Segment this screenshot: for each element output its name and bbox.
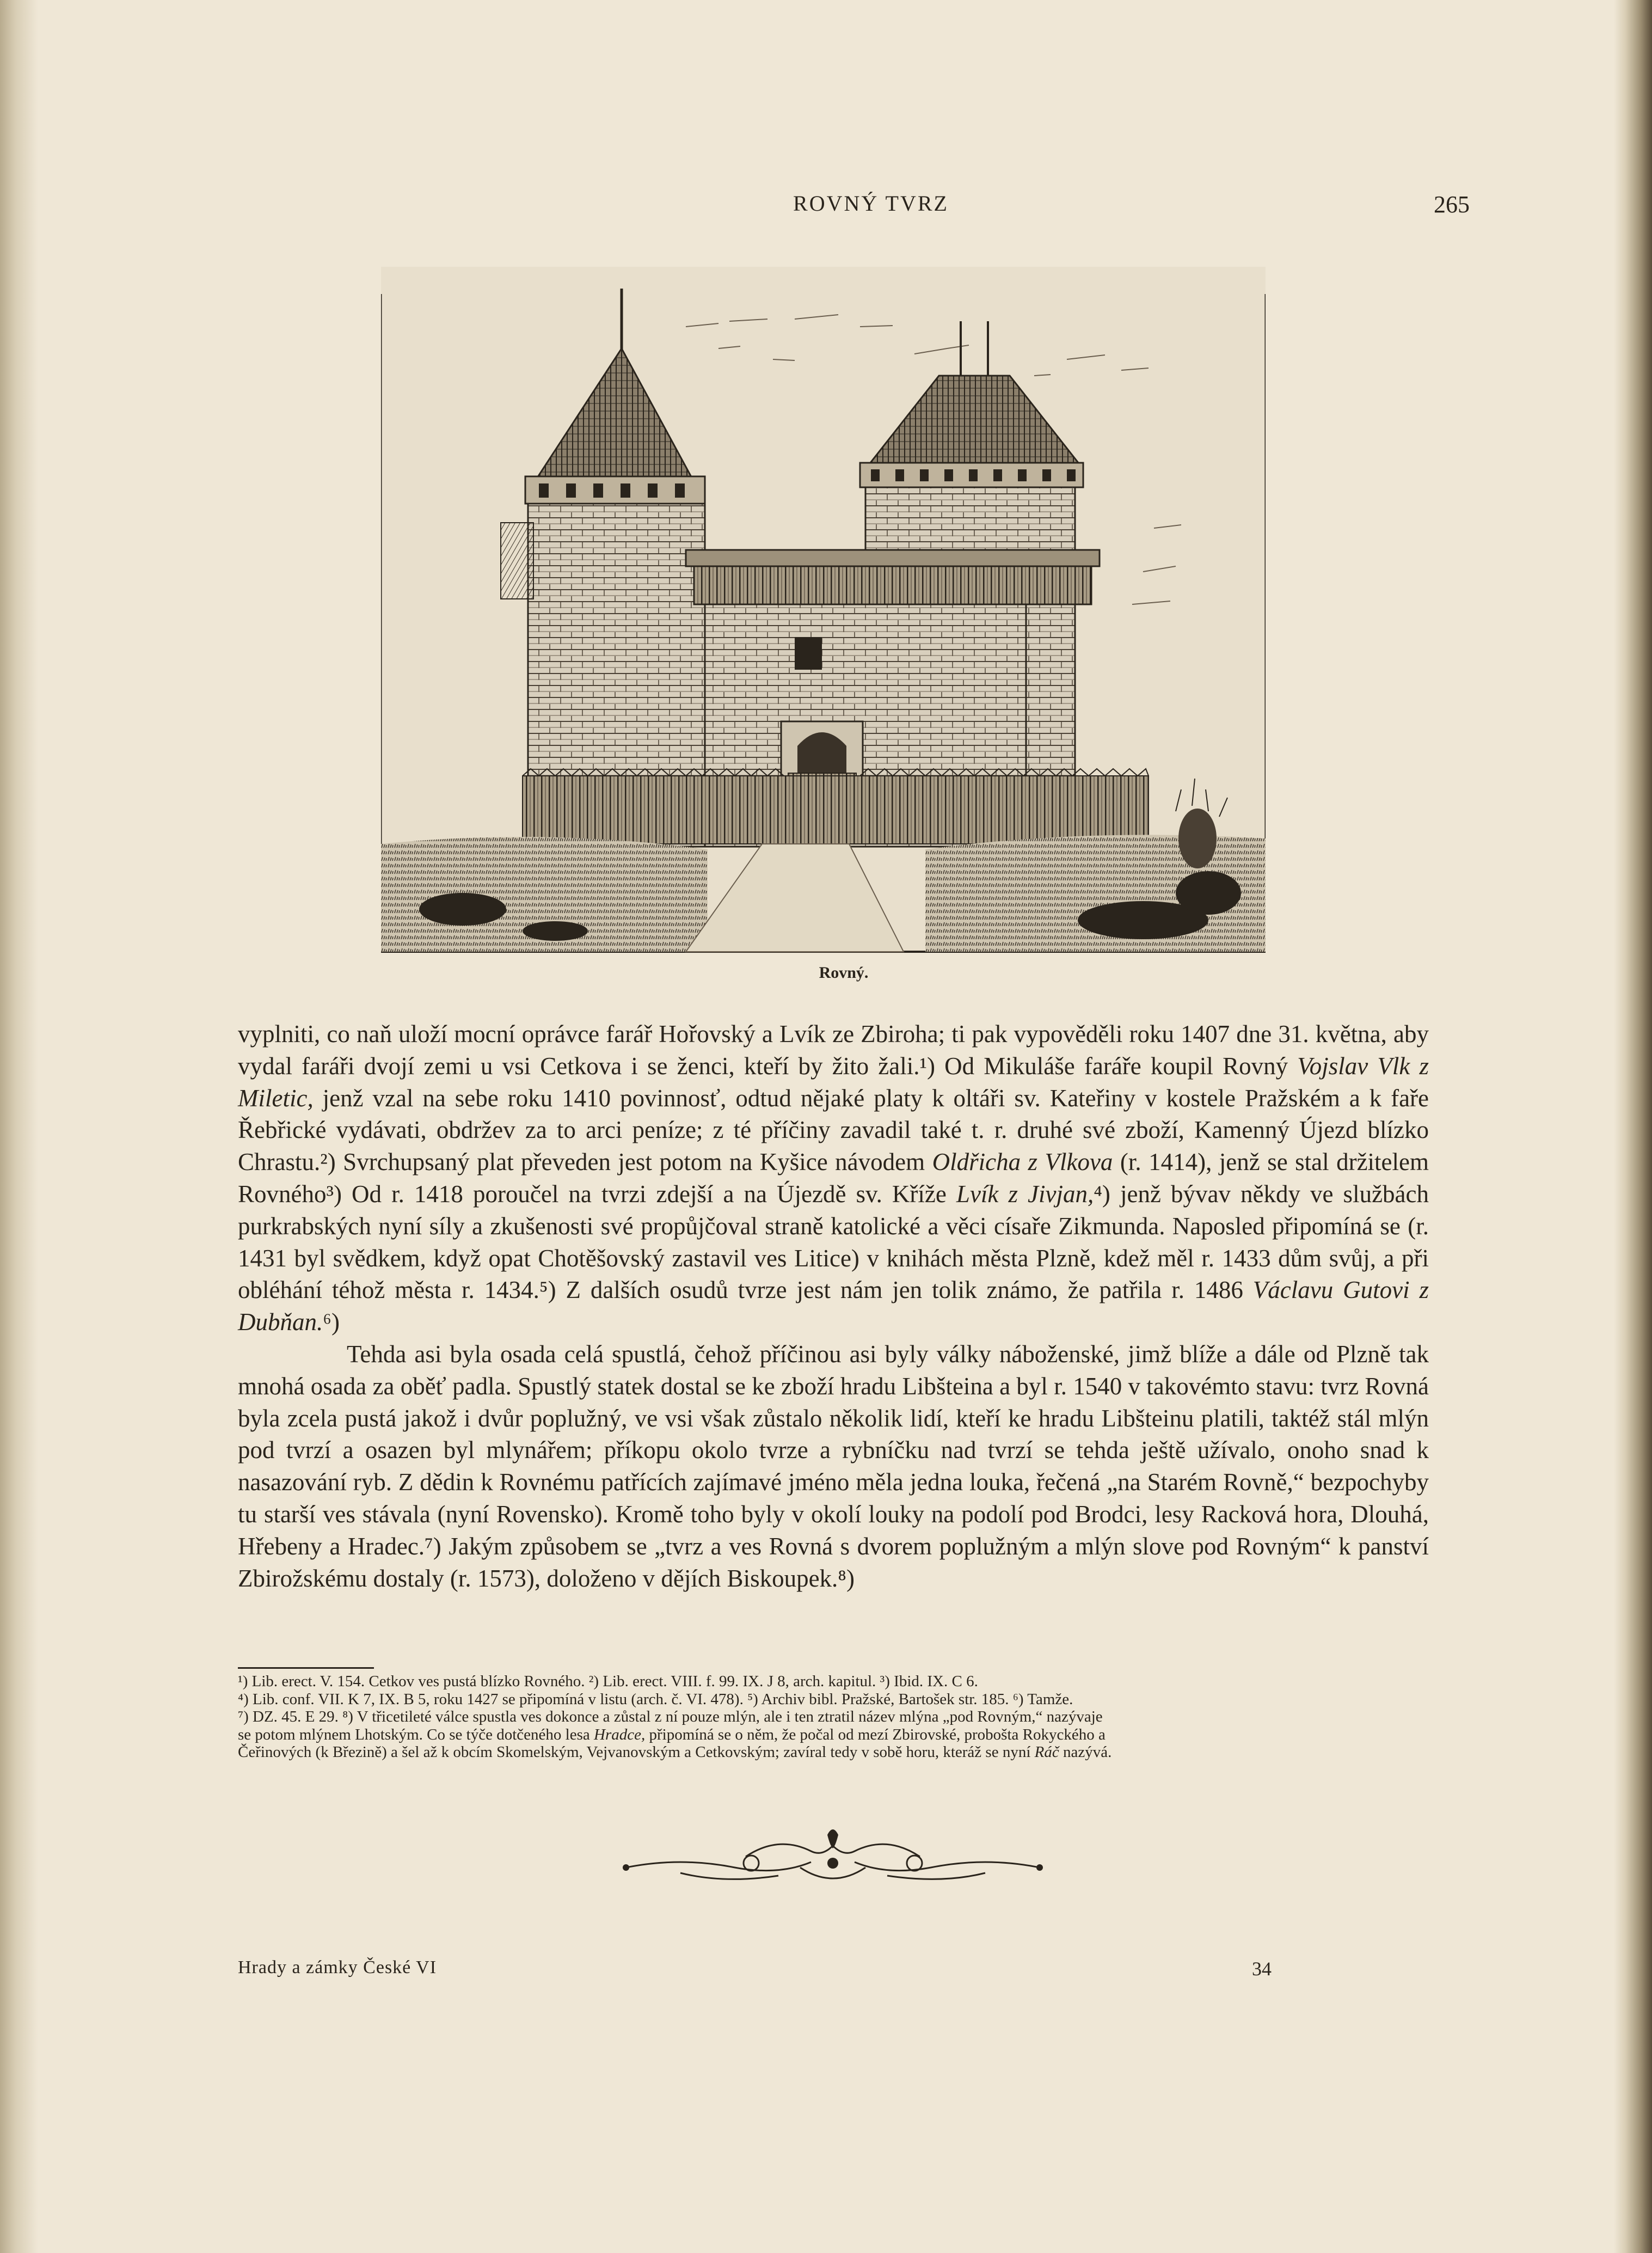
p1-text-e: ⁶) <box>323 1308 340 1336</box>
decorative-ornament <box>615 1824 1051 1895</box>
fn-line5-a: Čeřinových (k Březině) a šel až k obcím Skomelským, Vejvanovským a Cetkovským; zavíral tedy v sobě horu, kteráž se nyní <box>238 1743 1035 1761</box>
p1-text-d: ⁴) jenž bývav někdy ve službách purkrabských nyní síly a zkušenosti své propůjčoval straně katolické a věci císaře Zikmunda. Naposled připomíná se (r. 1431 byl svědkem, když opat Chotěšovský zastavil ves Litice) v knihách města Plzně, kdež měl r. 1433 dům svůj, a při obléhání téhož města r. 1434.⁵) Z dalších osudů tvrze jest nám jen tolik známo, že patřila r. 1486 <box>238 1180 1429 1304</box>
castle-engraving-drawing <box>381 267 1266 953</box>
footnote-line-5 <box>238 1743 1429 1761</box>
fn-line4-a: se potom mlýnem Lhotským. Co se týče dotčeného lesa <box>238 1725 594 1743</box>
paragraph-2: Tehda asi byla osada celá spustlá, čehož příčinou asi byly války náboženské, jimž blíže a dále od Plzně tak mnohá osada za oběť padla. Spustlý statek dostal se ke zboží hradu Libšteina a byl r. 1540 v takovémto stavu: tvrz Rovná byla zcela pustá jakož i dvůr poplužný, ve vsi však zůstalo několik lidí, kteří ke hradu Libšteinu platili, taktéž stál mlýn pod tvrzí a osazen byl mlynářem; příkopu okolo tvrze a rybníčku nad tvrzí se tehda ještě užívalo, onoho snad k nasazování ryb. Z dědin k Rovnému patřících zajímavé jméno měla jedna louka, řečená „na Starém Rovně,“ bezpochyby tu starší ves stávala (nyní Rovensko). Kromě toho byly v okolí louky na podolí pod Brodci, lesy Racková hora, Dlouhá, Hřebeny a Hradec.⁷) Jakým způsobem se „tvrz a ves Rovná s dvorem poplužným a mlýn slove pod Rovným“ k panství Zbirožskému dostaly (r. 1573), doloženo v dějích Biskoupek.⁸) <box>238 1340 1429 1592</box>
p1-text-c: (r. 1414), jenž se stal držitelem Rovného³) Od r. 1418 poroučel na tvrzi zdejší a na Újezdě sv. Kříže <box>238 1148 1429 1208</box>
p1-name-lvik: Lvík z Jivjan, <box>956 1180 1094 1208</box>
figure-caption: Rovný. <box>819 964 869 982</box>
footnote-line-3: ⁷) DZ. 45. E 29. ⁸) V třicetileté válce spustla ves dokonce a zůstal z ní pouze mlýn, ale i ten ztratil název mlýna „pod Rovným,“ nazývaje <box>238 1708 1103 1725</box>
body-text <box>238 1018 1429 1594</box>
footnote-line-1: ¹) Lib. erect. V. 154. Cetkov ves pustá blízko Rovného. ²) Lib. erect. VIII. f. 99. IX. J 8, arch. kapitul. ³) Ibid. IX. C 6. <box>238 1673 978 1690</box>
ornament-icon <box>615 1824 1051 1895</box>
p1-text-a: vyplniti, co naň uloží mocní oprávce farář Hořovský a Lvík ze Zbiroha; ti pak vypověděli roku 1407 dne 31. května, aby vydal faráři dvojí zemi u vsi Cetkova i se ženci, kteří by žito žali.¹) Od Mikuláše faráře koupil Rovný <box>238 1020 1429 1080</box>
fn-line4-c: připomíná se o něm, že počal od mezí Zbirovské, proboštа Rokyckého a <box>645 1725 1106 1743</box>
paragraph-1 <box>238 1018 1429 1338</box>
footnote-rule <box>238 1667 374 1669</box>
footnote-line-2: ⁴) Lib. conf. VII. K 7, IX. B 5, roku 1427 se připomíná v listu (arch. č. VI. 478). ⁵) Archiv bibl. Pražské, Bartošek str. 185. ⁶) Tamže. <box>238 1690 1073 1708</box>
p1-name-vaclav: Václavu Gutovi z Dubňan. <box>238 1276 1429 1336</box>
footnote-line-4 <box>238 1726 1429 1744</box>
fn-line5-c: nazývá. <box>1059 1743 1112 1761</box>
page-number: 265 <box>1434 191 1470 218</box>
castle-engraving <box>381 267 1266 953</box>
fn-line4-b: Hradce, <box>594 1725 646 1743</box>
page-edge-left <box>0 0 38 2253</box>
footnotes <box>238 1673 1429 1761</box>
footer-signature: 34 <box>1252 1958 1272 1980</box>
running-title: ROVNÝ TVRZ <box>793 191 949 216</box>
p1-text-b: jenž vzal na sebe roku 1410 povinnosť, odtud nějaké platy k oltáři sv. Kateřiny v kostele Pražském a k faře Řebřické vydávati, obdržev za to arci peníze; z té příčiny zavadil také t. r. druhé své zboží, Kamenný Újezd blízko Chrastu.²) Svrchupsaný plat převeden jest potom na Kyšice návodem <box>238 1084 1429 1176</box>
footer-book-title: Hrady a zámky České VI <box>238 1957 437 1978</box>
p1-name-oldrich: Oldřicha z Vlkova <box>932 1148 1113 1176</box>
fn-line5-b: Ráč <box>1034 1743 1059 1761</box>
p1-name-vojslav: Vojslav Vlk z Miletic, <box>238 1052 1429 1112</box>
page-edge-right <box>1614 0 1652 2253</box>
